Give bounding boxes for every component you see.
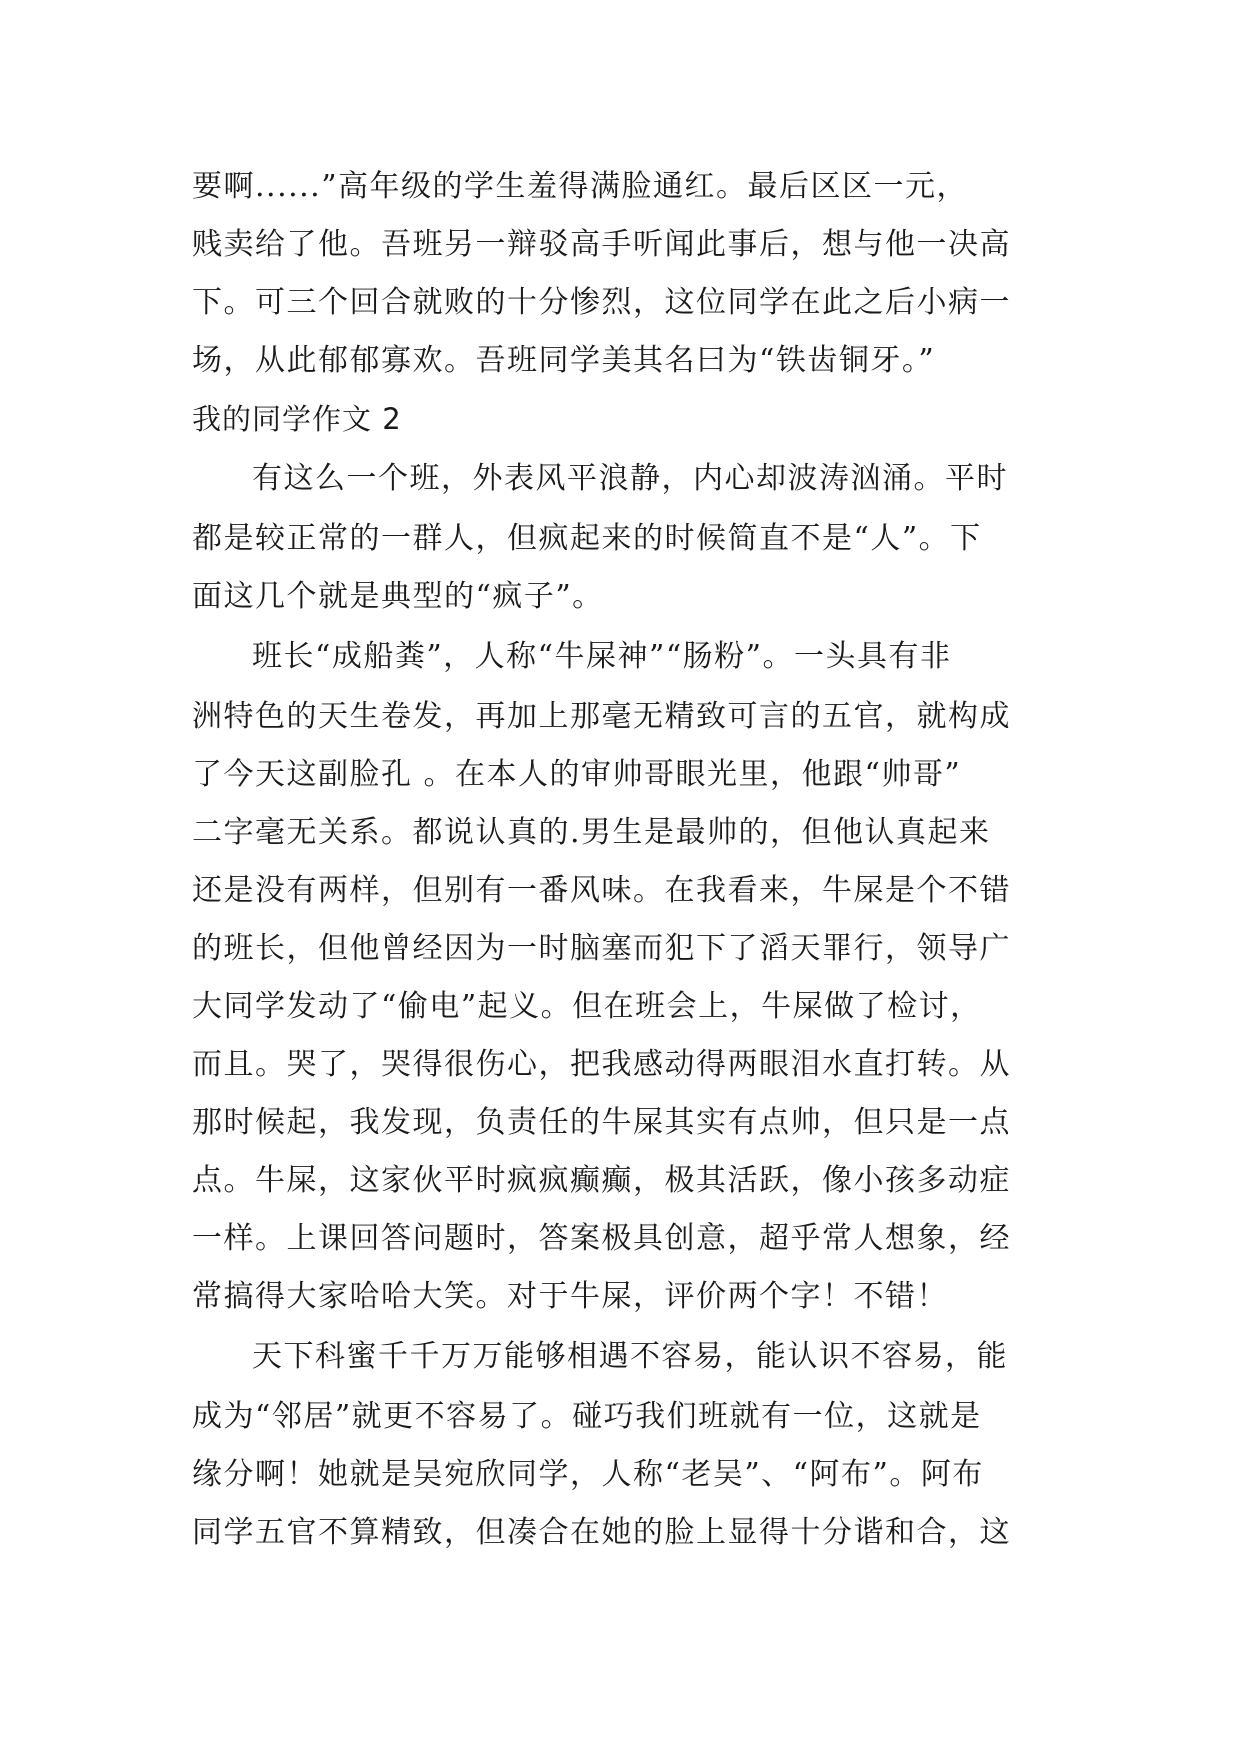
paragraph-1 [192, 448, 1062, 626]
section-heading: 我的同学作文 2 [192, 402, 402, 436]
text-line: 还是没有两样，但别有一番风味。在我看来，牛屎是个不错 [192, 873, 1011, 908]
text-line: 有这么一个班，外表风平浪静，内心却波涛汹涌。平时 [252, 461, 1008, 496]
text-line: 贱卖给了他。吾班另一辩驳高手听闻此事后，想与他一决高 [192, 227, 1011, 262]
text-line: 常搞得大家哈哈大笑。对于牛屎，评价两个字！不错！ [192, 1279, 948, 1314]
text-line: 场，从此郁郁寡欢。吾班同学美其名曰为“铁齿铜牙。” [192, 343, 936, 378]
text-line: 洲特色的天生卷发，再加上那毫无精致可言的五官，就构成 [192, 699, 1011, 734]
text-line: 下。可三个回合就败的十分惨烈，这位同学在此之后小病一 [192, 285, 1011, 320]
text-line: 班长“成船粪”，人称“牛屎神”“肠粉”。一头具有非 [252, 639, 952, 674]
text-line: 而且。哭了，哭得很伤心，把我感动得两眼泪水直打转。从 [192, 1047, 1011, 1082]
paragraph-2 [192, 626, 1062, 1326]
text-line: 的班长，但他曾经因为一时脑塞而犯下了滔天罪行，领导广 [192, 931, 1011, 966]
text-line: 都是较正常的一群人，但疯起来的时候简直不是“人”。下 [192, 521, 982, 556]
text-line: 缘分啊！她就是吴宛欣同学，人称“老吴”、“阿布”。阿布 [192, 1457, 984, 1492]
text-line: 二字毫无关系。都说认真的.男生是最帅的，但他认真起来 [192, 815, 991, 850]
text-line: 成为“邻居”就更不容易了。碰巧我们班就有一位，这就是 [192, 1399, 982, 1434]
paragraph-3 [192, 1326, 1062, 1562]
text-line: 大同学发动了“偷电”起义。但在班会上，牛屎做了检讨， [192, 989, 982, 1024]
text-line: 了今天这副脸孔 。在本人的审帅哥眼光里，他跟“帅哥” [192, 757, 962, 792]
text-line: 要啊......”高年级的学生羞得满脸通红。最后区区一元， [192, 169, 969, 204]
paragraph-continued [192, 158, 1062, 390]
text-line: 天下科蜜千千万万能够相遇不容易，能认识不容易，能 [252, 1339, 1008, 1374]
text-line: 同学五官不算精致，但凑合在她的脸上显得十分谐和合，这 [192, 1515, 1011, 1550]
text-line: 点。牛屎，这家伙平时疯疯癫癫，极其活跃，像小孩多动症 [192, 1163, 1011, 1198]
text-line: 那时候起，我发现，负责任的牛屎其实有点帅，但只是一点 [192, 1105, 1011, 1140]
text-line: 一样。上课回答问题时，答案极具创意，超乎常人想象，经 [192, 1221, 1011, 1256]
text-line: 面这几个就是典型的“疯子”。 [192, 579, 604, 614]
document-body [192, 158, 1062, 1562]
